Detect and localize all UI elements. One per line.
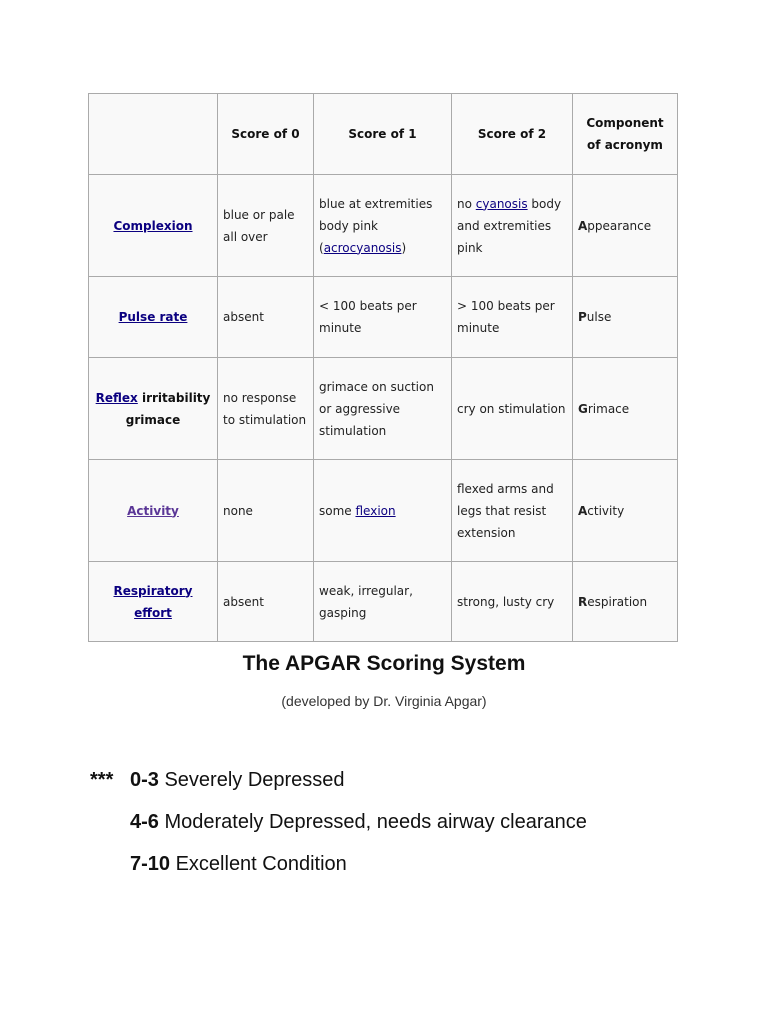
- activity-link[interactable]: Activity: [127, 503, 179, 518]
- component-initial: G: [578, 401, 588, 416]
- header-score-2: Score of 2: [452, 94, 573, 175]
- score-1-text-end: ): [401, 240, 407, 255]
- score-1-cell: grimace on suction or aggressive stimulation: [314, 358, 452, 460]
- table-header-row: [89, 94, 678, 175]
- component-rest: rimace: [587, 401, 630, 416]
- criterion-cell: [89, 358, 218, 460]
- score-0-cell: no response to stimulation: [218, 358, 314, 460]
- table-row: [89, 277, 678, 358]
- component-rest: ctivity: [587, 503, 625, 518]
- component-rest: ulse: [586, 310, 612, 324]
- score-2-cell: strong, lusty cry: [452, 562, 573, 642]
- component-rest: ppearance: [587, 218, 652, 233]
- score-2-text: no: [457, 196, 476, 211]
- legend-item: [90, 848, 587, 890]
- criterion-cell: [89, 562, 218, 642]
- legend-stars: ***: [90, 769, 114, 791]
- header-component: Component of acronym: [573, 94, 678, 175]
- component-initial: R: [578, 594, 588, 609]
- header-score-1: Score of 1: [314, 94, 452, 175]
- score-1-cell: weak, irregular, gasping: [314, 562, 452, 642]
- score-0-cell: blue or pale all over: [218, 175, 314, 277]
- pulse-rate-link[interactable]: Pulse rate: [118, 310, 188, 324]
- legend-text: Severely Depressed: [158, 769, 345, 791]
- score-2-cell: > 100 beats per minute: [452, 277, 573, 358]
- component-cell: [573, 562, 678, 642]
- score-1-cell: [314, 460, 452, 562]
- legend-text: Moderately Depressed, needs airway clearance: [158, 811, 587, 833]
- score-1-text: blue at extremities body pink (: [319, 196, 433, 255]
- component-initial: A: [578, 218, 588, 233]
- respiratory-effort-link[interactable]: Respiratory effort: [113, 583, 193, 620]
- score-0-cell: none: [218, 460, 314, 562]
- table-row: [89, 358, 678, 460]
- legend-range: 7-10: [130, 853, 171, 875]
- score-2-cell: flexed arms and legs that resist extension: [452, 460, 573, 562]
- table-row: [89, 175, 678, 277]
- score-0-cell: absent: [218, 277, 314, 358]
- header-empty-cell: [89, 94, 218, 175]
- criterion-text: irritability grimace: [125, 390, 211, 427]
- criterion-cell: [89, 277, 218, 358]
- score-0-cell: absent: [218, 562, 314, 642]
- legend-item: [90, 806, 587, 848]
- component-cell: [573, 358, 678, 460]
- component-initial: P: [578, 310, 587, 324]
- legend-range: 4-6: [130, 811, 159, 833]
- flexion-link[interactable]: flexion: [355, 503, 396, 518]
- score-2-text-end: body and extremities pink: [457, 196, 562, 255]
- score-1-text: some: [319, 503, 356, 518]
- criterion-cell: [89, 175, 218, 277]
- legend-item: [90, 764, 587, 806]
- component-initial: A: [578, 503, 588, 518]
- header-score-0: Score of 0: [218, 94, 314, 175]
- score-1-cell: < 100 beats per minute: [314, 277, 452, 358]
- legend-range: 0-3: [130, 769, 159, 791]
- score-1-cell: [314, 175, 452, 277]
- component-cell: [573, 175, 678, 277]
- page-subtitle: (developed by Dr. Virginia Apgar): [281, 693, 487, 709]
- reflex-link[interactable]: Reflex: [95, 390, 138, 405]
- table-row: [89, 562, 678, 642]
- legend-text: Excellent Condition: [170, 853, 347, 875]
- cyanosis-link[interactable]: cyanosis: [475, 196, 528, 211]
- component-cell: [573, 277, 678, 358]
- acrocyanosis-link[interactable]: acrocyanosis: [323, 240, 402, 255]
- component-rest: espiration: [587, 594, 648, 609]
- score-legend: [90, 764, 587, 890]
- score-2-cell: [452, 175, 573, 277]
- apgar-table: [88, 93, 678, 642]
- component-cell: [573, 460, 678, 562]
- page-title: The APGAR Scoring System: [242, 652, 526, 675]
- complexion-link[interactable]: Complexion: [113, 218, 193, 233]
- criterion-cell: [89, 460, 218, 562]
- table-row: [89, 460, 678, 562]
- score-2-cell: cry on stimulation: [452, 358, 573, 460]
